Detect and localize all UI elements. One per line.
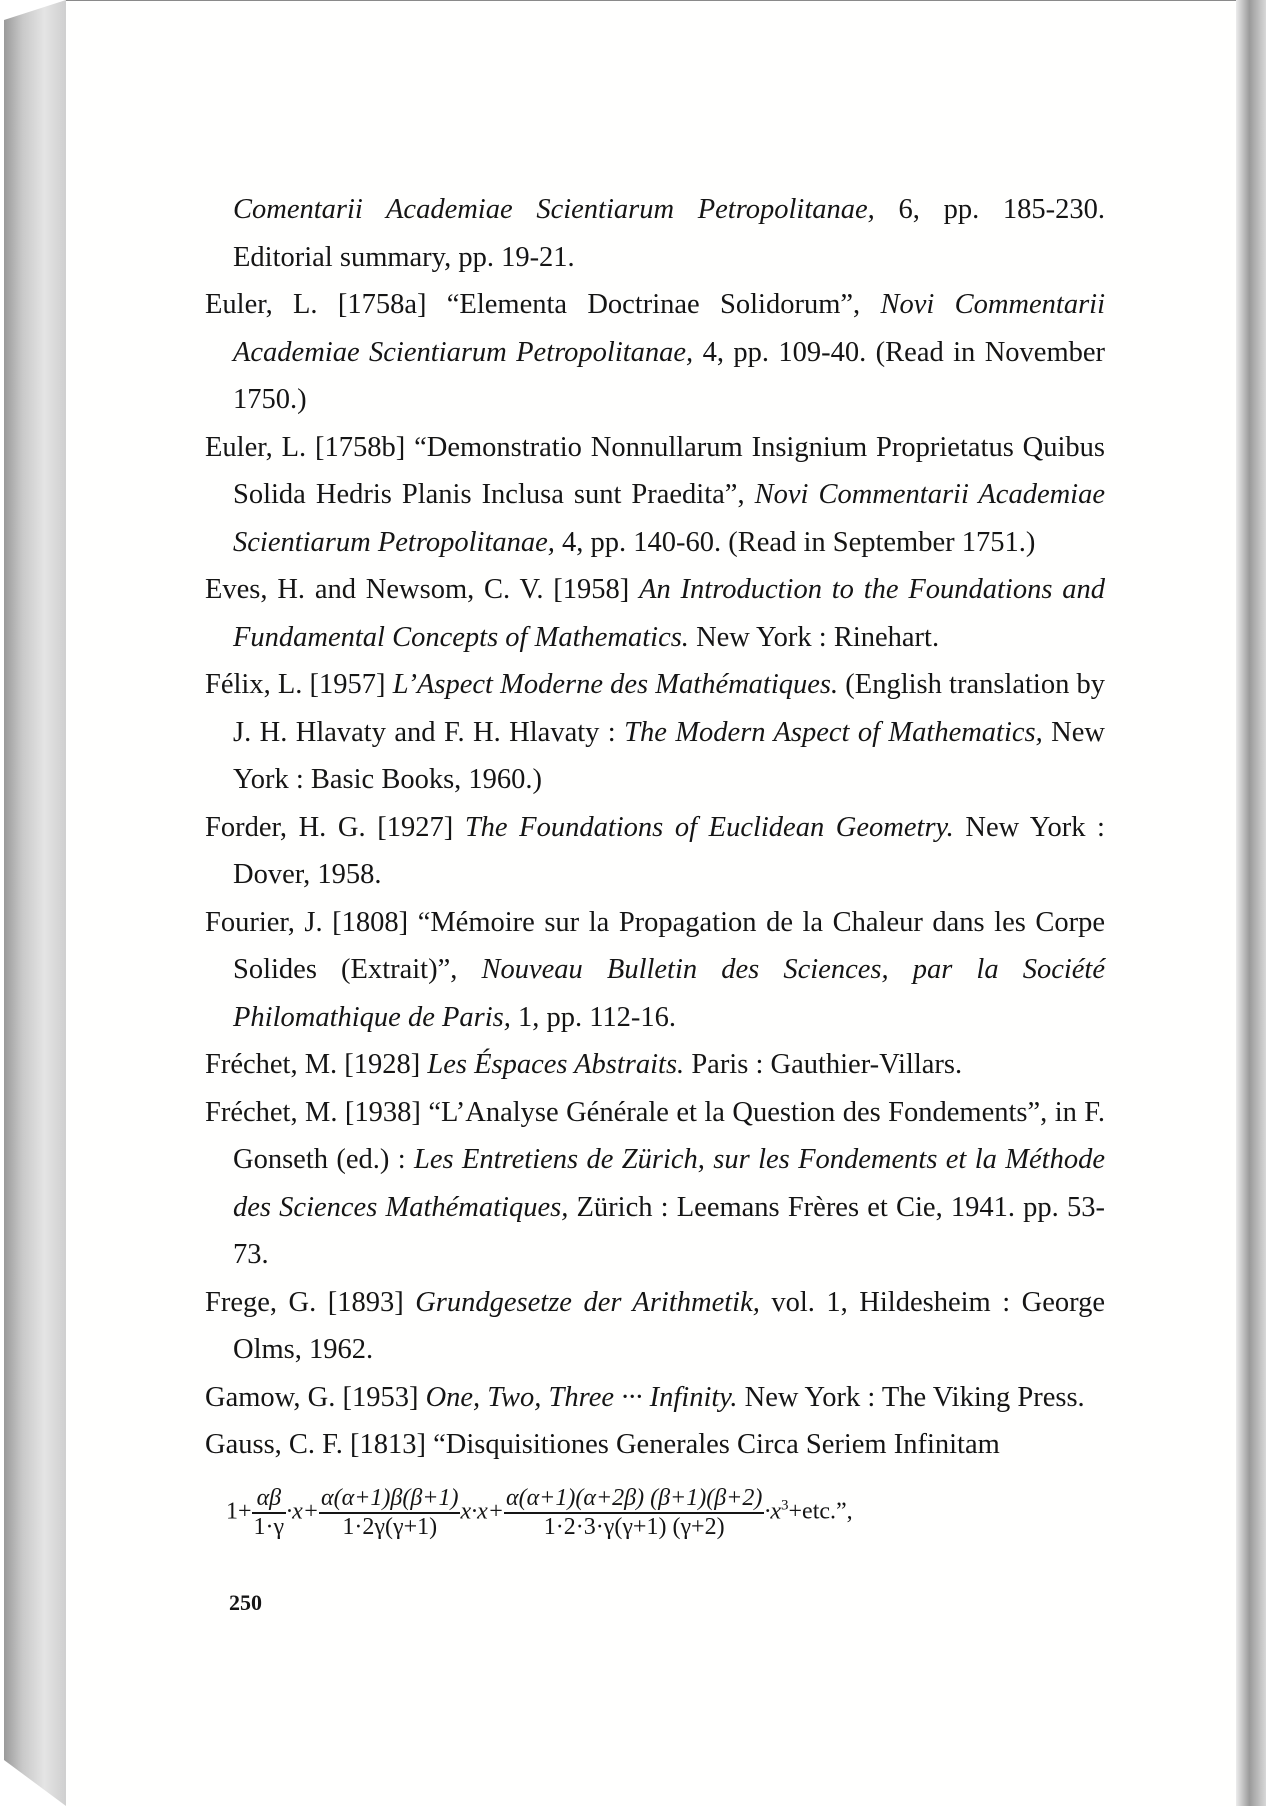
gauss-series-formula <box>226 1485 1126 1565</box>
entry-title-italic: One, Two, Three ··· Infinity. <box>425 1381 738 1413</box>
entry-text: 1, pp. 112-16. <box>510 1001 677 1033</box>
entry-text: Gauss, C. F. [1813] “Disquisitiones Generales Circa Seriem Infinitam <box>205 1429 1000 1460</box>
entry-title-italic: Novi Commentarii Academiae Scientiarum Petropolitanae, <box>233 289 1106 368</box>
formula-fraction-1-numerator: αβ <box>252 1485 287 1514</box>
bibliography-entry <box>205 186 1105 281</box>
formula-fraction-1-denominator: 1·γ <box>253 1514 285 1540</box>
formula-fraction-2 <box>319 1485 460 1541</box>
bibliography-list <box>205 186 1105 1469</box>
entry-text: Eves, H. and Newsom, C. V. [1958] <box>205 574 640 605</box>
bibliography-entry <box>205 1041 1105 1089</box>
formula-tail-post: +etc.”, <box>788 1498 853 1525</box>
entry-title-italic: L’Aspect Moderne des Mathématiques. <box>392 669 839 700</box>
entry-text: Fréchet, M. [1928] <box>205 1049 428 1080</box>
bibliography-entry <box>205 661 1105 804</box>
formula-tail-pre: ·x <box>764 1498 782 1525</box>
entry-title-italic: An Introduction to the Foundations and Fundamental Concepts of Mathematics. <box>233 574 1105 653</box>
entry-text: Paris : Gauthier-Villars. <box>684 1049 963 1080</box>
entry-text: Forder, H. G. [1927] <box>205 811 465 843</box>
entry-text: Fourier, J. [1808] “Mémoire sur la Propagation de la Chaleur dans les Corpe Solides (Extrait)”, <box>205 906 1105 985</box>
entry-text: 4, pp. 109-40. (Read in November 1750.) <box>233 336 1105 415</box>
formula-fraction-2-numerator: α(α+1)β(β+1) <box>319 1485 460 1514</box>
bibliography-entry <box>205 1421 1105 1469</box>
page-edge-shadow <box>1236 0 1266 1806</box>
entry-text: 6, pp. 185-230. Editorial summary, pp. 19-21. <box>233 194 1105 273</box>
bibliography-entry <box>205 1089 1105 1279</box>
entry-text: (English translation by J. H. Hlavaty and F. H. Hlavaty : <box>233 669 1105 748</box>
formula-one-plus: 1+ <box>226 1498 252 1525</box>
entry-text: Fréchet, M. [1938] “L’Analyse Générale et la Question des Fondements”, in F. Gonseth (ed.) : <box>205 1096 1105 1175</box>
entry-text: New York : The Viking Press. <box>737 1381 1085 1413</box>
formula-fraction-3 <box>504 1485 764 1541</box>
bibliography-entry <box>205 281 1105 424</box>
entry-text: Zürich : Leemans Frères et Cie, 1941. pp. 53-73. <box>233 1191 1105 1270</box>
entry-title-italic: The Modern Aspect of Mathematics, <box>624 716 1043 748</box>
formula-fraction-2-denominator: 1·2γ(γ+1) <box>342 1514 438 1540</box>
page-number: 250 <box>229 1590 262 1615</box>
bibliography-entry <box>205 1279 1105 1374</box>
entry-text: vol. 1, Hildesheim : George Olms, 1962. <box>233 1286 1105 1365</box>
bibliography-entry <box>205 1374 1105 1422</box>
entry-text: Frege, G. [1893] <box>205 1286 416 1318</box>
entry-text: 4, pp. 140-60. (Read in September 1751.) <box>554 526 1036 558</box>
entry-text: Euler, L. [1758a] “Elementa Doctrinae Solidorum”, <box>205 289 881 320</box>
formula-mid-2: x·x+ <box>460 1498 504 1525</box>
formula-exponent: 3 <box>781 1497 789 1514</box>
entry-title-italic: Les Éspaces Abstraits. <box>427 1049 685 1080</box>
bibliography-entry <box>205 899 1105 1042</box>
entry-title-italic: Novi Commentarii Academiae Scientiarum Petropolitanae, <box>233 479 1105 558</box>
entry-title-italic: Comentarii Academiae Scientiarum Petropolitanae, <box>233 194 875 225</box>
formula-mid-1: ·x+ <box>286 1498 320 1525</box>
entry-title-italic: Grundgesetze der Arithmetik, <box>415 1286 760 1318</box>
bibliography-entry <box>205 566 1105 661</box>
entry-text: New York : Rinehart. <box>688 621 940 653</box>
entry-title-italic: The Foundations of Euclidean Geometry. <box>464 811 954 843</box>
formula-fraction-3-denominator: 1·2·3·γ(γ+1) (γ+2) <box>543 1514 725 1540</box>
entry-text: New York : Dover, 1958. <box>233 811 1105 890</box>
bibliography-entry <box>205 424 1105 567</box>
entry-title-italic: Les Entretiens de Zürich, sur les Fondements et la Méthode des Sciences Mathématiques, <box>233 1144 1105 1223</box>
book-spine <box>4 0 66 1806</box>
formula-fraction-3-numerator: α(α+1)(α+2β) (β+1)(β+2) <box>504 1485 764 1514</box>
entry-text: Félix, L. [1957] <box>205 669 393 700</box>
entry-text: Euler, L. [1758b] “Demonstratio Nonnullarum Insignium Proprietatus Quibus Solida Hedris Planis Inclusa sunt Praedita”, <box>205 431 1105 510</box>
entry-text: Gamow, G. [1953] <box>205 1381 426 1413</box>
formula-fraction-1 <box>252 1485 287 1541</box>
bibliography-entry <box>205 804 1105 899</box>
entry-title-italic: Nouveau Bulletin des Sciences, par la Société Philomathique de Paris, <box>233 954 1105 1033</box>
entry-text: New York : Basic Books, 1960.) <box>233 716 1105 795</box>
